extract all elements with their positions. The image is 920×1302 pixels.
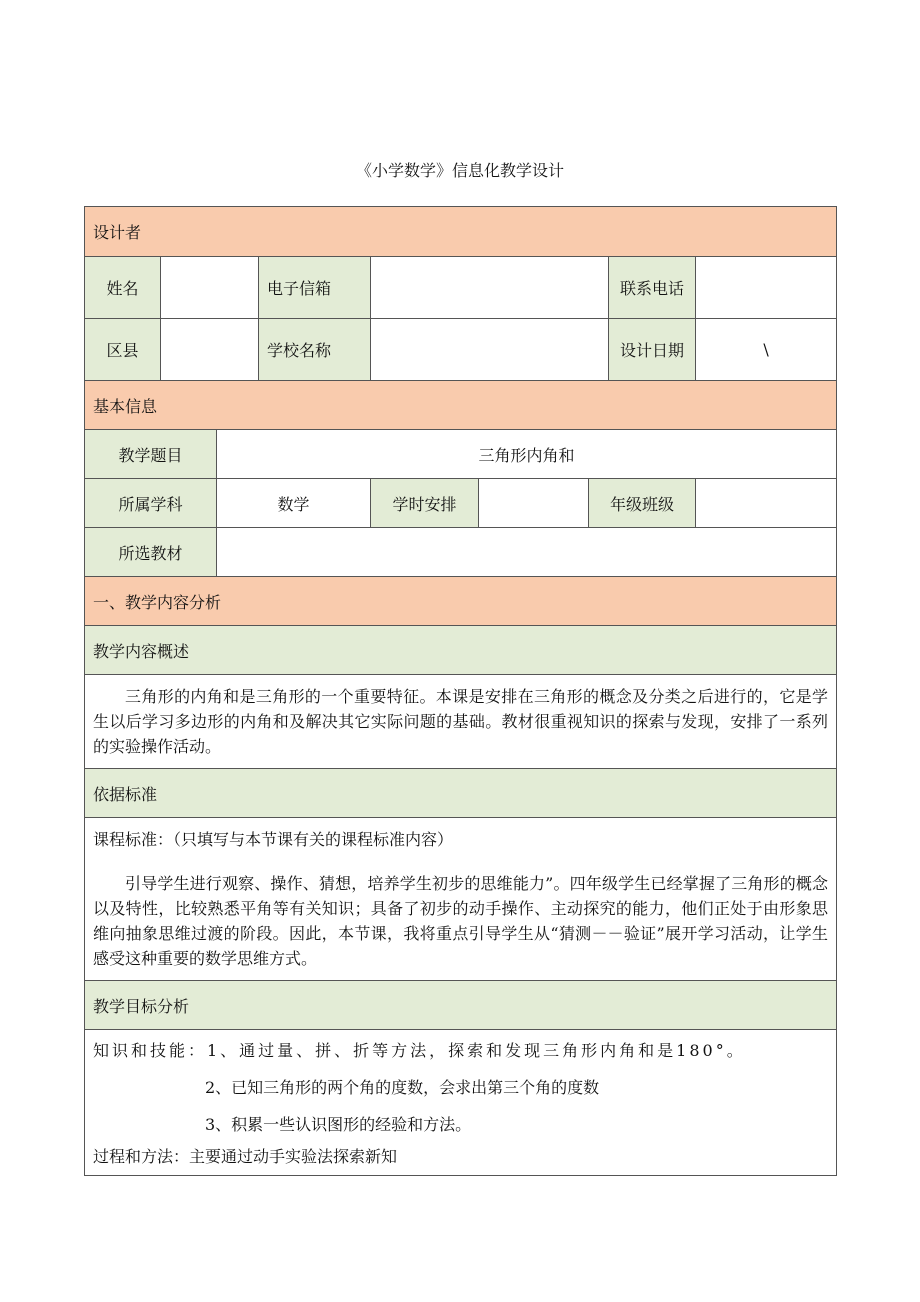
school-value[interactable]	[371, 319, 609, 381]
email-label: 电子信箱	[259, 257, 371, 319]
phone-value[interactable]	[696, 257, 837, 319]
name-value[interactable]	[161, 257, 259, 319]
subject-value: 数学	[217, 479, 371, 528]
date-value[interactable]: \	[696, 319, 837, 381]
designer-section-header: 设计者	[85, 207, 837, 257]
phone-label: 联系电话	[609, 257, 696, 319]
goals-label: 教学目标分析	[85, 981, 837, 1030]
school-label: 学校名称	[259, 319, 371, 381]
subject-label: 所属学科	[85, 479, 217, 528]
goals-cell	[85, 1030, 837, 1176]
overview-text: 三角形的内角和是三角形的一个重要特征。本课是安排在三角形的概念及分类之后进行的，它是学生以后学习多边形的内角和及解决其它实际问题的基础。教材很重视知识的探索与发现，安排了一系列的实验操作活动。	[93, 687, 829, 756]
overview-label: 教学内容概述	[85, 626, 837, 675]
standard-text: 引导学生进行观察、操作、猜想，培养学生初步的思维能力”。四年级学生已经掌握了三角形的概念以及特性，比较熟悉平角等有关知识；具备了初步的动手操作、主动探究的能力，他们正处于由形象思维向抽象思维过渡的阶段。因此，本节课，我将重点引导学生从“猜测－－验证”展开学习活动，让学生感受这种重要的数学思维方式。	[93, 874, 829, 968]
email-value[interactable]	[371, 257, 609, 319]
date-label: 设计日期	[609, 319, 696, 381]
goal-line-4: 过程和方法：主要通过动手实验法探索新知	[93, 1147, 398, 1166]
analysis-section-header: 一、教学内容分析	[85, 577, 837, 626]
hours-value[interactable]	[479, 479, 589, 528]
goal-line-1: 知识和技能：1、通过量、拼、折等方法，探索和发现三角形内角和是180°。	[93, 1041, 746, 1060]
district-label: 区县	[85, 319, 161, 381]
grade-value[interactable]	[696, 479, 837, 528]
basic-info-section-header: 基本信息	[85, 381, 837, 430]
hours-label: 学时安排	[371, 479, 479, 528]
topic-label: 教学题目	[85, 430, 217, 479]
standard-intro: 课程标准：（只填写与本节课有关的课程标准内容）	[93, 830, 454, 849]
textbook-value[interactable]	[217, 528, 837, 577]
lesson-design-table	[84, 206, 837, 1176]
goal-line-2: 2、已知三角形的两个角的度数，会求出第三个角的度数	[205, 1078, 600, 1097]
district-value[interactable]	[161, 319, 259, 381]
standard-label: 依据标准	[85, 769, 837, 818]
textbook-label: 所选教材	[85, 528, 217, 577]
goal-line-3: 3、积累一些认识图形的经验和方法。	[205, 1115, 472, 1134]
document-title: 《小学数学》信息化教学设计	[355, 161, 564, 180]
standard-cell	[85, 818, 837, 981]
name-label: 姓名	[85, 257, 161, 319]
overview-cell	[85, 675, 837, 769]
grade-label: 年级班级	[589, 479, 696, 528]
topic-value: 三角形内角和	[217, 430, 837, 479]
